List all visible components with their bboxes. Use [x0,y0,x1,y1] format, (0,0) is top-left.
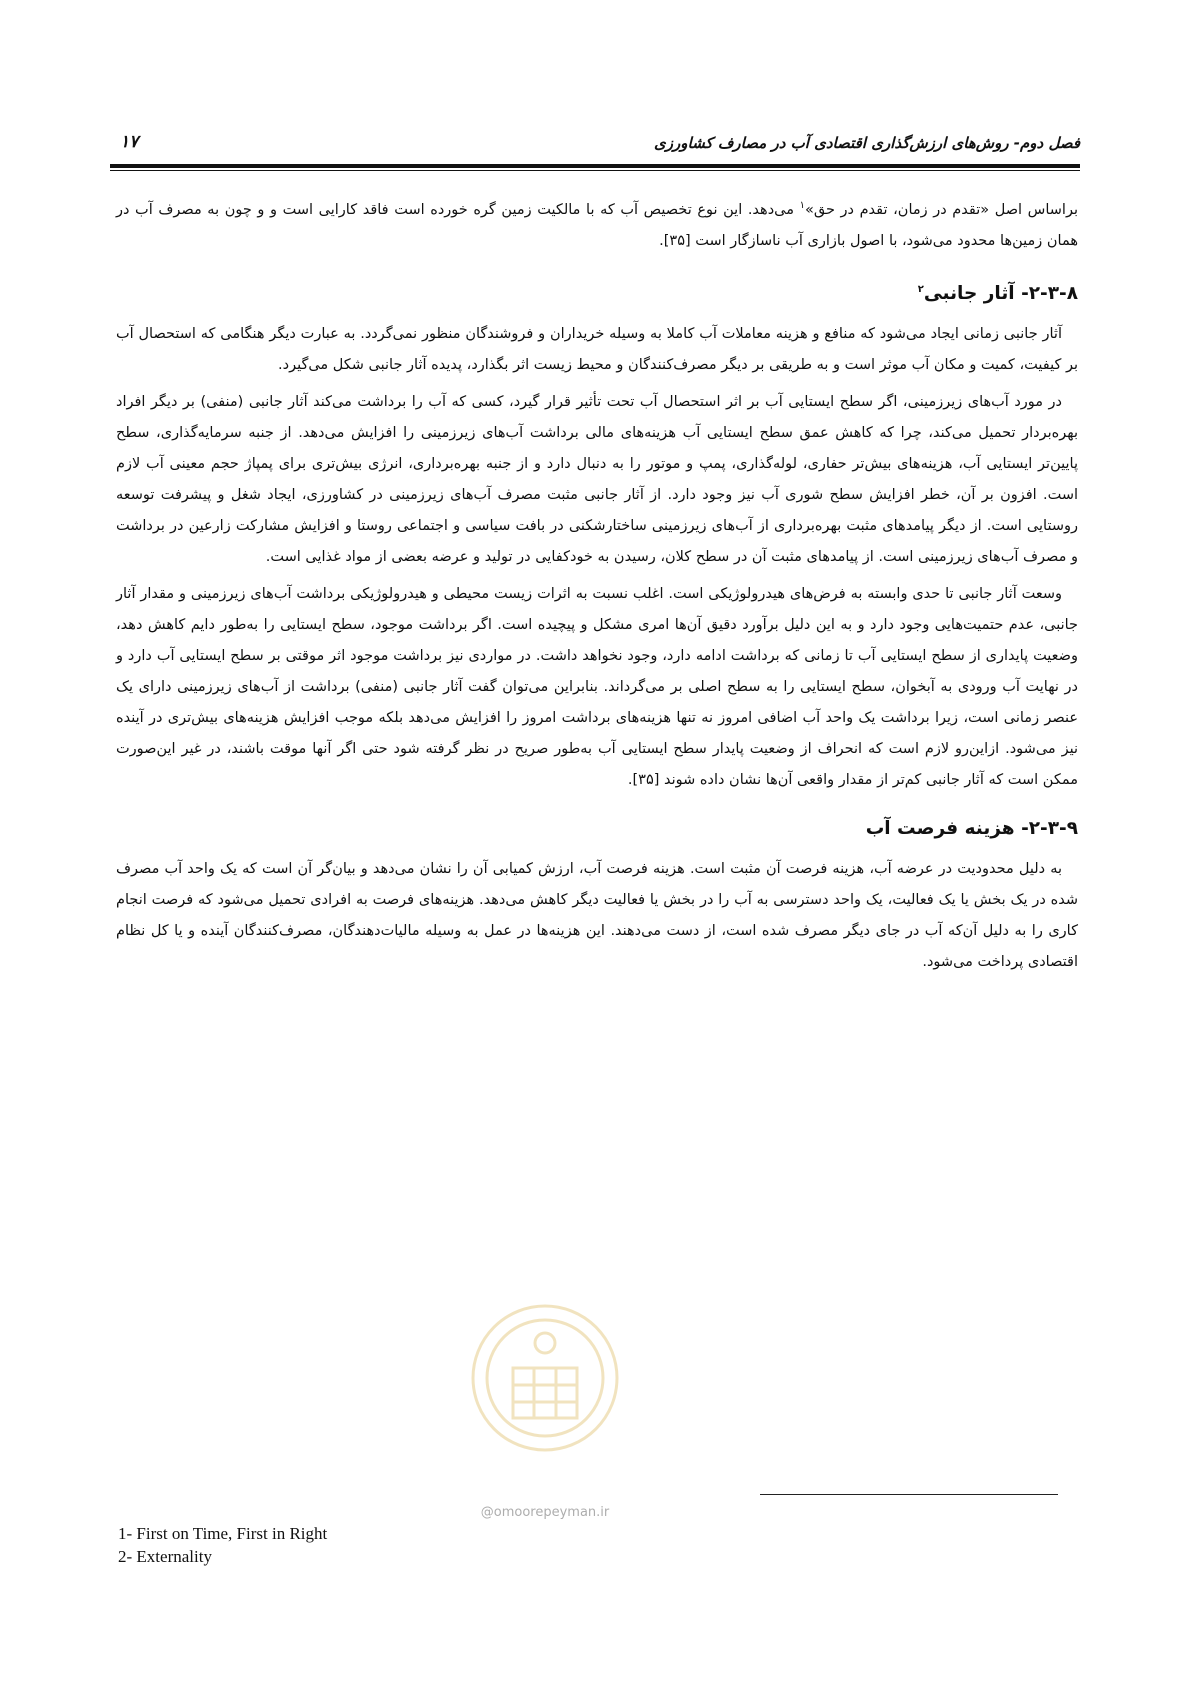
section-heading-externalities [116,273,1078,311]
paragraph: در مورد آب‌های زیرزمینی، اگر سطح ایستایی آب بر اثر استحصال آب تحت تأثیر قرار گیرد، کسی که آب را برداشت می‌کند آثار جانبی (منفی) بر دیگر افراد بهره‌بردار تحمیل می‌کند، چرا که کاهش عمق سطح ایستایی آب هزینه‌های مالی برداشت آب‌های زیرزمینی را افزایش می‌دهد. از جنبه سرمایه‌گذاری، سطح پایین‌تر ایستایی آب، هزینه‌های بیش‌تر حفاری، لوله‌گذاری، پمپ و موتور را به دنبال دارد و از جنبه بهره‌برداری، انرژی بیش‌تری برای پمپاژ حجم معینی آب لازم است. افزون بر آن، خطر افزایش سطح شوری آب نیز وجود دارد. از آثار جانبی مثبت مصرف آب‌های زیرزمینی در کشاورزی، ایجاد شغل و پیشرفت توسعه روستایی است. از دیگر پیامدهای مثبت بهره‌برداری از آب‌های زیرزمینی ساختارشکنی در بافت سیاسی و اجتماعی روستا و افزایش مشارکت زارعین در برداشت و مصرف آب‌های زیرزمینی است. از پیامدهای مثبت آن در سطح کلان، رسیدن به خودکفایی در تولید و عرضه بعضی از مواد غذایی است. [116,393,1078,565]
footnote-2: 2- Externality [118,1547,212,1566]
intro-text-end: می‌دهد. این نوع تخصیص آب که با مالکیت زمین گره خورده است فاقد کارایی است و و چون به مصرف آب در همان زمین‌ها محدود می‌شود، با اصول بازاری آب ناسازگار است [۳۵]. [116,201,1078,249]
header-rule-thick [110,164,1080,168]
paragraph: به دلیل محدودیت در عرضه آب، هزینه فرصت آن مثبت است. هزینه فرصت آب، ارزش کمیابی آن را نشان می‌دهد و بیان‌گر آن است که یک واحد آب مصرف شده در یک بخش یا یک فعالیت، یک واحد دسترسی به آب را در بخش یا فعالیت دیگر کاهش می‌دهد. هزینه‌های فرصت به افرادی تحمیل می‌شود که فرصت انجام کاری را به دلیل آن‌که آب در جای دیگر مصرف شده است، از دست می‌دهند. این هزینه‌ها در عمل به وسیله مالیات‌دهندگان، مصرف‌کنندگان آینده و یا کل نظام اقتصادی پرداخت می‌شود. [116,860,1078,970]
section-heading-text: ۲-۳-۸- آثار جانبی [923,282,1078,304]
header-rule-thin [110,170,1080,171]
footnotes [118,1522,327,1568]
footnote-1: 1- First on Time, First in Right [118,1524,328,1543]
paragraph: آثار جانبی زمانی ایجاد می‌شود که منافع و هزینه معاملات آب کاملا به وسیله خریداران و فروشندگان منظور نمی‌گردد. به عبارت دیگر هنگامی که استحصال آب بر کیفیت، کمیت و مکان آب موثر است و به طریقی بر دیگر مصرف‌کنندگان و محیط زیست اثر بگذارد، پدیده آثار جانبی شکل می‌گیرد. [116,325,1078,373]
page-body [116,190,1078,984]
chapter-title: فصل دوم- روش‌های ارزش‌گذاری اقتصادی آب در مصارف کشاورزی [654,134,1080,152]
footnote-ref-2[interactable]: ۲ [917,283,924,295]
page-number: ۱۷ [120,132,139,152]
paragraph: وسعت آثار جانبی تا حدی وابسته به فرض‌های هیدرولوژیکی است. اغلب نسبت به اثرات زیست محیطی و هیدرولوژیکی برداشت آب‌های زیرزمینی و مقدار آثار جانبی، عدم حتمیت‌هایی وجود دارد و به این دلیل برآورد دقیق آن‌ها امری مشکل و پیچیده است. اگر برداشت موجود، سطح ایستایی را به‌طور دایم کاهش دهد، وضعیت پایداری از سطح ایستایی آب تا زمانی که برداشت ادامه دارد، وجود نخواهد داشت. در مواردی نیز برداشت موجود اثر موقتی بر سطح ایستایی آب دارد و در نهایت آب ورودی به آبخوان، سطح ایستایی را به سطح اصلی بر می‌گرداند. بنابراین می‌توان گفت آثار جانبی (منفی) برداشت از آب‌های زیرزمینی دارای یک عنصر زمانی است، زیرا برداشت یک واحد آب اضافی امروز نه تنها هزینه‌های برداشت امروز را افزایش می‌دهد بلکه موجب افزایش هزینه‌های بیش‌تری در آینده نیز می‌شود. ازاین‌رو لازم است که انحراف از وضعیت پایدار سطح ایستایی آب به‌طور صریح در نظر گرفته شود حتی اگر آنها موقت باشند، در غیر این‌صورت ممکن است که آثار جانبی کم‌تر از مقدار واقعی آن‌ها نشان داده شوند [۳۵]. [116,585,1078,788]
footnote-separator [760,1494,1058,1495]
intro-text-start: براساس اصل «تقدم در زمان، تقدم در حق» [804,201,1078,218]
section-heading-opportunity-cost: ۲-۳-۹- هزینه فرصت آب [865,817,1078,839]
watermark-seal-icon [455,1298,635,1538]
page-header [110,126,1080,166]
watermark-site: @omoorepeyman.ir [480,1505,610,1520]
intro-paragraph [116,190,1078,257]
watermark-logo [455,1298,635,1538]
footnote-ref-1[interactable]: ۱ [799,200,805,211]
